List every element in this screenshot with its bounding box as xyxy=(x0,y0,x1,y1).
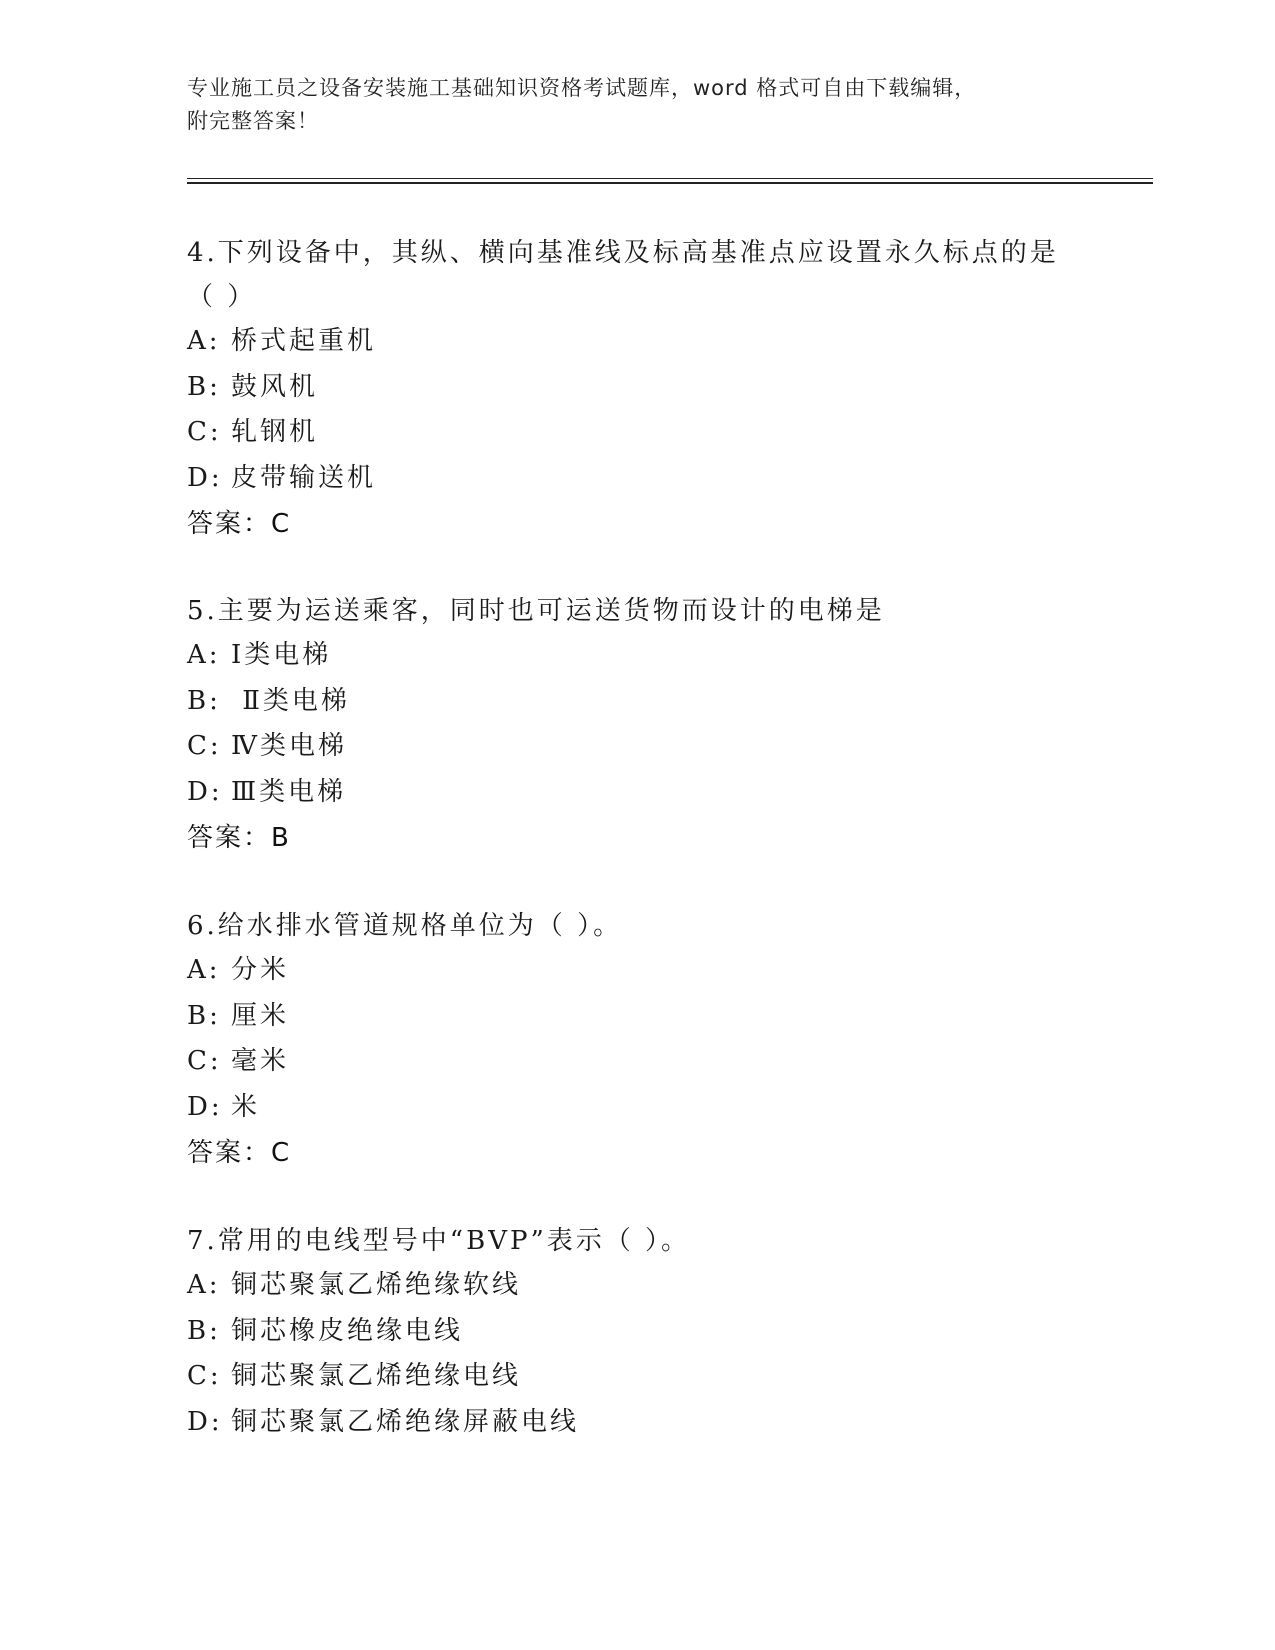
option-key: D: xyxy=(187,462,223,493)
option-text: 铜芯橡皮绝缘电线 xyxy=(231,1315,464,1346)
option-key: A: xyxy=(187,640,221,670)
option-text: 皮带输送机 xyxy=(231,462,377,493)
answer-line: 答案：C xyxy=(187,1138,292,1168)
option-key: B: xyxy=(187,371,221,402)
option-text: 鼓风机 xyxy=(231,371,319,402)
option-key: B: xyxy=(187,1315,221,1346)
option-key: D: xyxy=(187,1406,223,1437)
option-key: B: xyxy=(187,1000,221,1031)
option-a xyxy=(187,1263,1087,1309)
option-key: C: xyxy=(187,1361,222,1391)
option-key: B: xyxy=(187,685,221,716)
option-d xyxy=(187,1085,1087,1131)
option-text: 桥式起重机 xyxy=(231,326,377,356)
question-stem: 6.给水排水管道规格单位为（ ）。 xyxy=(187,911,623,941)
question-stem: 5.主要为运送乘客，同时也可运送货物而设计的电梯是 xyxy=(187,596,885,626)
option-text: 铜芯聚氯乙烯绝缘软线 xyxy=(231,1270,522,1300)
option-text: 轧钢机 xyxy=(231,417,319,447)
option-key: A: xyxy=(187,1270,221,1300)
option-c xyxy=(187,410,1087,456)
option-text: 厘米 xyxy=(231,1000,290,1031)
question-stem-continued: （ ） xyxy=(187,282,257,312)
option-key: D: xyxy=(187,1091,223,1122)
question-4 xyxy=(187,231,1087,547)
header-divider-thin xyxy=(187,178,1153,179)
option-d xyxy=(187,770,1087,816)
option-d xyxy=(187,456,1087,502)
option-b xyxy=(187,679,1087,725)
option-b xyxy=(187,1309,1087,1355)
option-text: 分米 xyxy=(231,955,290,985)
question-7 xyxy=(187,1219,1087,1445)
header-line-2: 附完整答案！ xyxy=(187,109,319,133)
option-text: Ⅱ类电梯 xyxy=(231,685,350,716)
option-key: D: xyxy=(187,776,223,807)
option-key: C: xyxy=(187,1046,222,1076)
question-stem: 4.下列设备中，其纵、横向基准线及标高基准点应设置永久标点的是 xyxy=(187,238,1059,268)
option-text: 铜芯聚氯乙烯绝缘屏蔽电线 xyxy=(231,1406,580,1437)
answer-line: 答案：B xyxy=(187,823,291,853)
header-divider-thick xyxy=(187,182,1153,184)
option-text: Ⅲ类电梯 xyxy=(231,776,347,807)
option-b xyxy=(187,994,1087,1040)
option-key: A: xyxy=(187,955,221,985)
question-stem: 7.常用的电线型号中“BVP”表示（ ）。 xyxy=(187,1226,691,1256)
option-a xyxy=(187,633,1087,679)
option-c xyxy=(187,724,1087,770)
option-key: C: xyxy=(187,731,222,761)
option-key: C: xyxy=(187,417,222,447)
option-text: Ⅳ类电梯 xyxy=(231,731,347,761)
question-5 xyxy=(187,589,1087,861)
option-key: A: xyxy=(187,326,221,356)
option-c xyxy=(187,1354,1087,1400)
option-a xyxy=(187,948,1087,994)
option-text: 铜芯聚氯乙烯绝缘电线 xyxy=(231,1361,522,1391)
document-header xyxy=(187,72,1087,138)
option-text: 毫米 xyxy=(231,1046,290,1076)
option-a xyxy=(187,319,1087,365)
option-text: 米 xyxy=(231,1091,261,1122)
header-line-1: 专业施工员之设备安装施工基础知识资格考试题库，word 格式可自由下载编辑， xyxy=(187,76,977,100)
option-c xyxy=(187,1039,1087,1085)
answer-line: 答案：C xyxy=(187,509,292,539)
question-6 xyxy=(187,904,1087,1176)
option-text: Ⅰ类电梯 xyxy=(231,640,332,670)
option-b xyxy=(187,365,1087,411)
option-d xyxy=(187,1400,1087,1446)
